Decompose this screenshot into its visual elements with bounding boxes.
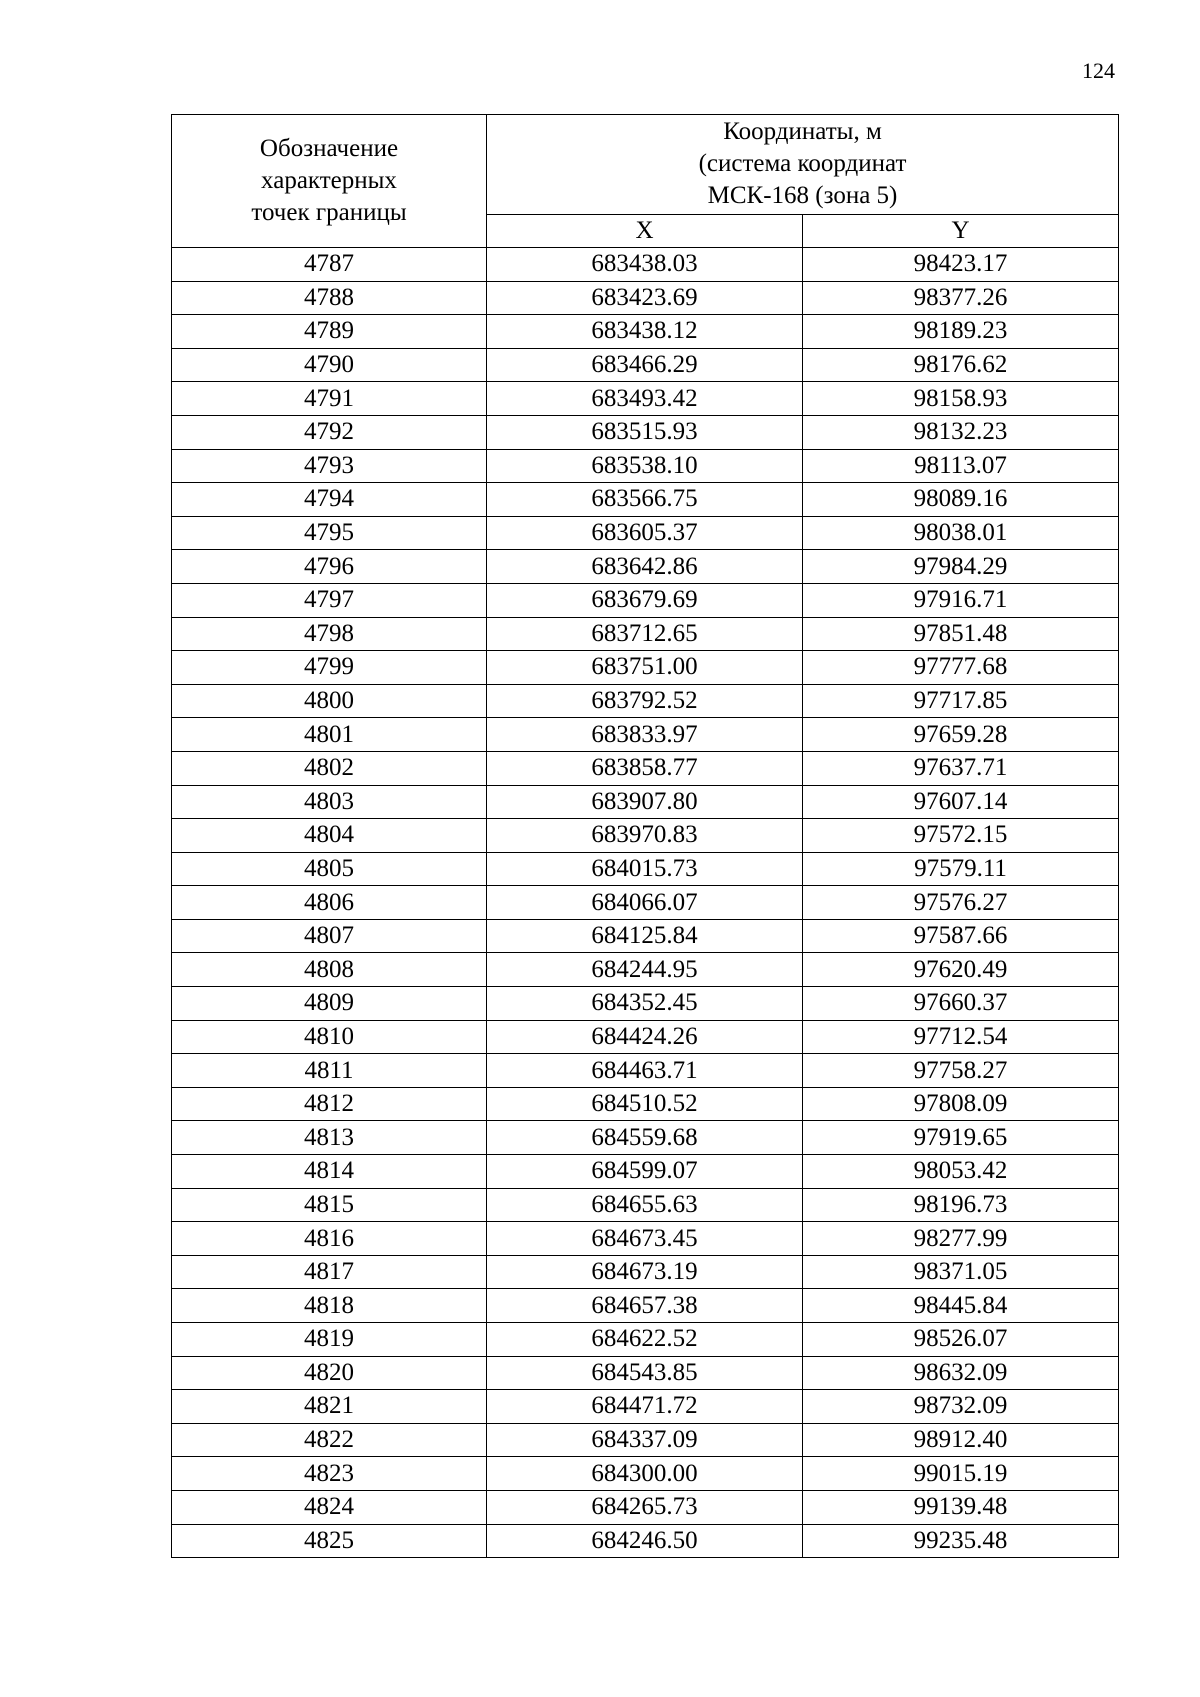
point-cell: 4801 bbox=[172, 718, 487, 752]
table-row bbox=[172, 1323, 1119, 1357]
point-cell: 4788 bbox=[172, 281, 487, 315]
y-cell: 98196.73 bbox=[803, 1188, 1119, 1222]
x-cell: 683751.00 bbox=[487, 651, 803, 685]
table-row bbox=[172, 1289, 1119, 1323]
y-cell: 98445.84 bbox=[803, 1289, 1119, 1323]
y-cell: 97576.27 bbox=[803, 886, 1119, 920]
x-cell: 684599.07 bbox=[487, 1155, 803, 1189]
y-cell: 98089.16 bbox=[803, 483, 1119, 517]
point-cell: 4798 bbox=[172, 617, 487, 651]
y-cell: 98038.01 bbox=[803, 516, 1119, 550]
point-cell: 4825 bbox=[172, 1524, 487, 1558]
x-cell: 683515.93 bbox=[487, 415, 803, 449]
y-cell: 97808.09 bbox=[803, 1087, 1119, 1121]
designation-header-line: точек границы bbox=[251, 199, 407, 226]
y-cell: 97916.71 bbox=[803, 583, 1119, 617]
x-cell: 684244.95 bbox=[487, 953, 803, 987]
x-cell: 684471.72 bbox=[487, 1390, 803, 1424]
x-cell: 684066.07 bbox=[487, 886, 803, 920]
point-cell: 4791 bbox=[172, 382, 487, 416]
table-row bbox=[172, 483, 1119, 517]
y-cell: 98053.42 bbox=[803, 1155, 1119, 1189]
x-cell: 684655.63 bbox=[487, 1188, 803, 1222]
y-cell: 98732.09 bbox=[803, 1390, 1119, 1424]
x-cell: 684352.45 bbox=[487, 987, 803, 1021]
table-row bbox=[172, 718, 1119, 752]
table-row bbox=[172, 1524, 1119, 1558]
point-cell: 4805 bbox=[172, 852, 487, 886]
table-row bbox=[172, 785, 1119, 819]
table-row bbox=[172, 886, 1119, 920]
table-row bbox=[172, 1121, 1119, 1155]
x-cell: 684673.19 bbox=[487, 1255, 803, 1289]
point-cell: 4821 bbox=[172, 1390, 487, 1424]
point-cell: 4794 bbox=[172, 483, 487, 517]
y-cell: 97758.27 bbox=[803, 1054, 1119, 1088]
y-column-header: Y bbox=[803, 214, 1119, 247]
y-cell: 98189.23 bbox=[803, 315, 1119, 349]
point-cell: 4789 bbox=[172, 315, 487, 349]
point-cell: 4802 bbox=[172, 751, 487, 785]
point-cell: 4795 bbox=[172, 516, 487, 550]
table-row bbox=[172, 1457, 1119, 1491]
table-row bbox=[172, 987, 1119, 1021]
table-row bbox=[172, 1188, 1119, 1222]
table-row bbox=[172, 751, 1119, 785]
x-cell: 683858.77 bbox=[487, 751, 803, 785]
table-row bbox=[172, 1222, 1119, 1256]
y-cell: 97587.66 bbox=[803, 919, 1119, 953]
x-cell: 683438.12 bbox=[487, 315, 803, 349]
x-cell: 683679.69 bbox=[487, 583, 803, 617]
table-row bbox=[172, 852, 1119, 886]
table-row bbox=[172, 919, 1119, 953]
table-row bbox=[172, 684, 1119, 718]
point-cell: 4817 bbox=[172, 1255, 487, 1289]
designation-header-line: характерных bbox=[261, 167, 397, 194]
designation-header bbox=[172, 115, 487, 248]
coordinates-header-line: Координаты, м bbox=[723, 118, 882, 146]
table-row bbox=[172, 1255, 1119, 1289]
table-row bbox=[172, 449, 1119, 483]
x-cell: 684657.38 bbox=[487, 1289, 803, 1323]
y-cell: 98371.05 bbox=[803, 1255, 1119, 1289]
x-cell: 684125.84 bbox=[487, 919, 803, 953]
y-cell: 98158.93 bbox=[803, 382, 1119, 416]
point-cell: 4822 bbox=[172, 1423, 487, 1457]
table-row bbox=[172, 1490, 1119, 1524]
table-row bbox=[172, 1054, 1119, 1088]
table-row bbox=[172, 382, 1119, 416]
point-cell: 4810 bbox=[172, 1020, 487, 1054]
point-cell: 4813 bbox=[172, 1121, 487, 1155]
y-cell: 97637.71 bbox=[803, 751, 1119, 785]
point-cell: 4804 bbox=[172, 819, 487, 853]
point-cell: 4800 bbox=[172, 684, 487, 718]
y-cell: 97620.49 bbox=[803, 953, 1119, 987]
y-cell: 97851.48 bbox=[803, 617, 1119, 651]
y-cell: 97579.11 bbox=[803, 852, 1119, 886]
x-cell: 684265.73 bbox=[487, 1490, 803, 1524]
x-cell: 684673.45 bbox=[487, 1222, 803, 1256]
table-row bbox=[172, 1087, 1119, 1121]
point-cell: 4792 bbox=[172, 415, 487, 449]
x-cell: 684246.50 bbox=[487, 1524, 803, 1558]
x-cell: 683423.69 bbox=[487, 281, 803, 315]
y-cell: 97777.68 bbox=[803, 651, 1119, 685]
x-cell: 683493.42 bbox=[487, 382, 803, 416]
coordinates-table bbox=[171, 114, 1119, 1558]
x-cell: 684559.68 bbox=[487, 1121, 803, 1155]
table-row bbox=[172, 248, 1119, 282]
x-cell: 684510.52 bbox=[487, 1087, 803, 1121]
point-cell: 4816 bbox=[172, 1222, 487, 1256]
y-cell: 97660.37 bbox=[803, 987, 1119, 1021]
x-cell: 683833.97 bbox=[487, 718, 803, 752]
point-cell: 4793 bbox=[172, 449, 487, 483]
table-row bbox=[172, 617, 1119, 651]
point-cell: 4803 bbox=[172, 785, 487, 819]
y-cell: 98132.23 bbox=[803, 415, 1119, 449]
y-cell: 98277.99 bbox=[803, 1222, 1119, 1256]
y-cell: 97717.85 bbox=[803, 684, 1119, 718]
table-row bbox=[172, 281, 1119, 315]
page-number: 124 bbox=[1082, 58, 1115, 83]
y-cell: 97919.65 bbox=[803, 1121, 1119, 1155]
coordinates-header-line: (система координат bbox=[698, 150, 907, 178]
point-cell: 4808 bbox=[172, 953, 487, 987]
table-row bbox=[172, 953, 1119, 987]
y-cell: 98912.40 bbox=[803, 1423, 1119, 1457]
table-row bbox=[172, 583, 1119, 617]
y-cell: 98377.26 bbox=[803, 281, 1119, 315]
point-cell: 4812 bbox=[172, 1087, 487, 1121]
y-cell: 99235.48 bbox=[803, 1524, 1119, 1558]
y-cell: 97712.54 bbox=[803, 1020, 1119, 1054]
x-cell: 683605.37 bbox=[487, 516, 803, 550]
x-cell: 684424.26 bbox=[487, 1020, 803, 1054]
x-cell: 683642.86 bbox=[487, 550, 803, 584]
x-cell: 684337.09 bbox=[487, 1423, 803, 1457]
point-cell: 4809 bbox=[172, 987, 487, 1021]
y-cell: 97659.28 bbox=[803, 718, 1119, 752]
y-cell: 97607.14 bbox=[803, 785, 1119, 819]
point-cell: 4818 bbox=[172, 1289, 487, 1323]
table-row bbox=[172, 348, 1119, 382]
point-cell: 4815 bbox=[172, 1188, 487, 1222]
x-cell: 683566.75 bbox=[487, 483, 803, 517]
y-cell: 97984.29 bbox=[803, 550, 1119, 584]
y-cell: 98423.17 bbox=[803, 248, 1119, 282]
coordinates-header bbox=[487, 115, 1119, 215]
x-cell: 683907.80 bbox=[487, 785, 803, 819]
point-cell: 4823 bbox=[172, 1457, 487, 1491]
table-row bbox=[172, 1356, 1119, 1390]
x-cell: 684300.00 bbox=[487, 1457, 803, 1491]
x-cell: 683792.52 bbox=[487, 684, 803, 718]
point-cell: 4807 bbox=[172, 919, 487, 953]
point-cell: 4797 bbox=[172, 583, 487, 617]
point-cell: 4787 bbox=[172, 248, 487, 282]
point-cell: 4806 bbox=[172, 886, 487, 920]
point-cell: 4814 bbox=[172, 1155, 487, 1189]
table-body bbox=[172, 248, 1119, 1558]
x-cell: 683466.29 bbox=[487, 348, 803, 382]
y-cell: 99139.48 bbox=[803, 1490, 1119, 1524]
x-cell: 683438.03 bbox=[487, 248, 803, 282]
y-cell: 98113.07 bbox=[803, 449, 1119, 483]
table-row bbox=[172, 1390, 1119, 1424]
table-row bbox=[172, 516, 1119, 550]
point-cell: 4819 bbox=[172, 1323, 487, 1357]
coordinates-header-line: МСК-168 (зона 5) bbox=[707, 182, 898, 210]
x-cell: 684543.85 bbox=[487, 1356, 803, 1390]
x-cell: 683712.65 bbox=[487, 617, 803, 651]
table-row bbox=[172, 1423, 1119, 1457]
x-cell: 683538.10 bbox=[487, 449, 803, 483]
x-cell: 684622.52 bbox=[487, 1323, 803, 1357]
x-cell: 684015.73 bbox=[487, 852, 803, 886]
point-cell: 4824 bbox=[172, 1490, 487, 1524]
table-row bbox=[172, 550, 1119, 584]
x-column-header: X bbox=[487, 214, 803, 247]
designation-header-line: Обозначение bbox=[259, 135, 399, 162]
table-row bbox=[172, 315, 1119, 349]
table-row bbox=[172, 415, 1119, 449]
point-cell: 4796 bbox=[172, 550, 487, 584]
table-row bbox=[172, 651, 1119, 685]
y-cell: 98176.62 bbox=[803, 348, 1119, 382]
table-row bbox=[172, 1155, 1119, 1189]
x-cell: 683970.83 bbox=[487, 819, 803, 853]
y-cell: 97572.15 bbox=[803, 819, 1119, 853]
y-cell: 98632.09 bbox=[803, 1356, 1119, 1390]
point-cell: 4820 bbox=[172, 1356, 487, 1390]
point-cell: 4811 bbox=[172, 1054, 487, 1088]
y-cell: 98526.07 bbox=[803, 1323, 1119, 1357]
x-cell: 684463.71 bbox=[487, 1054, 803, 1088]
table-header bbox=[172, 115, 1119, 248]
point-cell: 4799 bbox=[172, 651, 487, 685]
y-cell: 99015.19 bbox=[803, 1457, 1119, 1491]
table-row bbox=[172, 819, 1119, 853]
point-cell: 4790 bbox=[172, 348, 487, 382]
table-row bbox=[172, 1020, 1119, 1054]
